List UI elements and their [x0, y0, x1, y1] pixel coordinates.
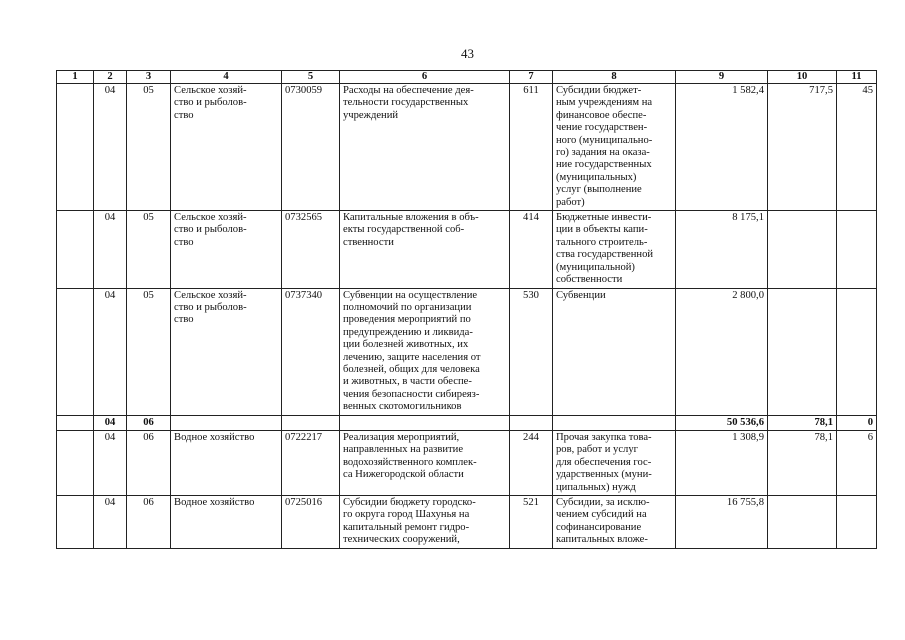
cell-expense-name [553, 415, 676, 430]
cell-percent: 45 [837, 84, 877, 211]
col-header-8: 8 [553, 71, 676, 84]
cell-section: 04 [94, 430, 127, 495]
cell-execution: 717,5 [768, 84, 837, 211]
cell-expense-code [510, 415, 553, 430]
cell-subsection: 05 [127, 211, 171, 288]
col-header-10: 10 [768, 71, 837, 84]
col-header-9: 9 [676, 71, 768, 84]
cell-subsection: 06 [127, 496, 171, 549]
col-header-1: 1 [57, 71, 94, 84]
cell-amount: 16 755,8 [676, 496, 768, 549]
header-row [57, 71, 877, 84]
col-header-3: 3 [127, 71, 171, 84]
cell-col1 [57, 84, 94, 211]
cell-execution [768, 496, 837, 549]
cell-expense-name: Бюджетные инвести- ции в объекты капи- тального строитель- ства государственной (муниципальной) собственности [556, 212, 654, 286]
table-row [57, 288, 877, 415]
cell-col1 [57, 288, 94, 415]
cell-amount: 2 800,0 [676, 288, 768, 415]
col-header-5: 5 [282, 71, 340, 84]
cell-target-code: 0732565 [282, 211, 340, 288]
cell-section-name [171, 415, 282, 430]
cell-percent: 0 [837, 415, 877, 430]
cell-percent [837, 211, 877, 288]
page-number: 43 [461, 46, 474, 61]
cell-section: 04 [94, 496, 127, 549]
cell-amount: 1 308,9 [676, 430, 768, 495]
cell-col1 [57, 430, 94, 495]
subtotal-row [57, 415, 877, 430]
cell-expense-name: Субсидии, за исклю- чением субсидий на софинансирование капитальных вложе- [556, 497, 650, 546]
table-row [57, 211, 877, 288]
cell-target-name: Расходы на обеспечение дея- тельности государственных учреждений [343, 85, 474, 121]
cell-target-code: 0737340 [282, 288, 340, 415]
cell-expense-name: Субвенции [556, 289, 606, 301]
cell-subsection: 06 [127, 415, 171, 430]
col-header-6: 6 [340, 71, 510, 84]
cell-percent [837, 496, 877, 549]
cell-percent [837, 288, 877, 415]
cell-target-code: 0722217 [282, 430, 340, 495]
cell-col1 [57, 211, 94, 288]
cell-amount: 50 536,6 [676, 415, 768, 430]
cell-expense-code: 414 [510, 211, 553, 288]
cell-percent: 6 [837, 430, 877, 495]
cell-section-name: Водное хозяйство [174, 497, 255, 508]
cell-target-name: Капитальные вложения в объ- екты государственной соб- ственности [343, 212, 479, 248]
cell-expense-code: 611 [510, 84, 553, 211]
cell-target-name: Субвенции на осуществление полномочий по организации проведения мероприятий по предупреждению и ликвида- ции болезней животных, их лечению, защите населения от болезней, общих для человека и животных, в части обеспе- чения безопасности сибиреяз- венных скотомогильников [343, 289, 481, 413]
cell-target-name: Субсидии бюджету городско- го округа город Шахунья на капитальный ремонт гидро- технических сооружений, [343, 497, 476, 546]
cell-section-name: Сельское хозяй- ство и рыболов- ство [174, 85, 247, 121]
cell-subsection: 05 [127, 84, 171, 211]
cell-col1 [57, 496, 94, 549]
col-header-2: 2 [94, 71, 127, 84]
cell-subsection: 05 [127, 288, 171, 415]
table-row [57, 84, 877, 211]
cell-section: 04 [94, 288, 127, 415]
cell-execution [768, 211, 837, 288]
cell-section-name: Сельское хозяй- ство и рыболов- ство [174, 289, 247, 326]
cell-execution: 78,1 [768, 415, 837, 430]
cell-expense-code: 244 [510, 430, 553, 495]
cell-target-code [282, 415, 340, 430]
cell-target-code: 0730059 [282, 84, 340, 211]
cell-section-name: Сельское хозяй- ство и рыболов- ство [174, 212, 247, 248]
cell-amount: 8 175,1 [676, 211, 768, 288]
table-row [57, 496, 877, 549]
cell-expense-name: Субсидии бюджет- ным учреждениям на финансовое обеспе- чение государствен- ного (муниципально- го) задания на оказа- ние государственных (муниципальных) услуг (выполнение работ) [556, 85, 653, 208]
col-header-4: 4 [171, 71, 282, 84]
cell-execution [768, 288, 837, 415]
cell-expense-code: 530 [510, 288, 553, 415]
cell-amount: 1 582,4 [676, 84, 768, 211]
col-header-11: 11 [837, 71, 877, 84]
cell-section: 04 [94, 211, 127, 288]
budget-table [56, 70, 877, 549]
cell-section-name: Водное хозяйство [174, 431, 255, 443]
cell-subsection: 06 [127, 430, 171, 495]
cell-expense-name: Прочая закупка това- ров, работ и услуг для обеспечения гос- ударственных (муни- ципальных) нужд [556, 431, 652, 493]
cell-section: 04 [94, 415, 127, 430]
cell-target-code: 0725016 [282, 496, 340, 549]
col-header-7: 7 [510, 71, 553, 84]
cell-col1 [57, 415, 94, 430]
table-row [57, 430, 877, 495]
cell-section: 04 [94, 84, 127, 211]
cell-target-name [340, 415, 510, 430]
cell-expense-code: 521 [510, 496, 553, 549]
cell-execution: 78,1 [768, 430, 837, 495]
cell-target-name: Реализация мероприятий, направленных на развитие водохозяйственного комплек- са Нижегородской области [343, 431, 477, 481]
